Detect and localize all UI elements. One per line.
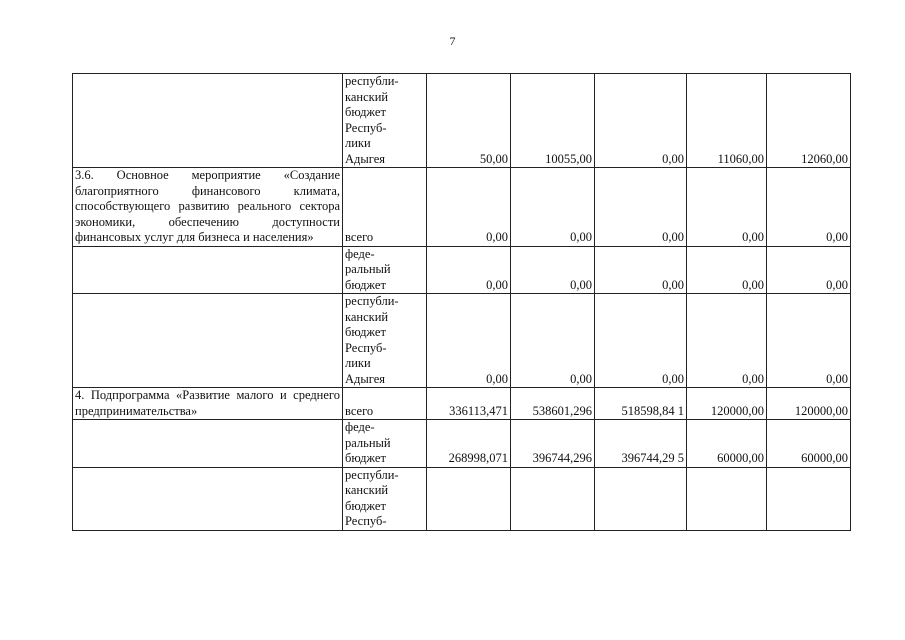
measure-name-cell bbox=[73, 246, 343, 294]
funding-source-cell: всего bbox=[343, 168, 427, 247]
value-cell: 120000,00 bbox=[767, 388, 851, 420]
value-cell: 518598,84 1 bbox=[595, 388, 687, 420]
value-cell: 0,00 bbox=[595, 246, 687, 294]
measure-name-cell bbox=[73, 420, 343, 468]
value-cell: 50,00 bbox=[427, 74, 511, 168]
value-cell: 60000,00 bbox=[687, 420, 767, 468]
funding-source-cell: феде- ральный бюджет bbox=[343, 420, 427, 468]
budget-table bbox=[72, 73, 851, 531]
funding-source-cell: феде- ральный бюджет bbox=[343, 246, 427, 294]
value-cell bbox=[767, 467, 851, 530]
value-cell bbox=[687, 467, 767, 530]
value-cell: 0,00 bbox=[767, 294, 851, 388]
value-cell: 396744,29 5 bbox=[595, 420, 687, 468]
measure-name-cell bbox=[73, 74, 343, 168]
value-cell: 0,00 bbox=[687, 246, 767, 294]
value-cell: 396744,296 bbox=[511, 420, 595, 468]
funding-source-cell: всего bbox=[343, 388, 427, 420]
value-cell: 60000,00 bbox=[767, 420, 851, 468]
table-row bbox=[73, 388, 851, 420]
value-cell: 11060,00 bbox=[687, 74, 767, 168]
value-cell bbox=[511, 467, 595, 530]
value-cell: 120000,00 bbox=[687, 388, 767, 420]
value-cell: 0,00 bbox=[767, 168, 851, 247]
table-row bbox=[73, 294, 851, 388]
measure-name-cell bbox=[73, 294, 343, 388]
table-row bbox=[73, 168, 851, 247]
value-cell bbox=[427, 467, 511, 530]
value-cell: 0,00 bbox=[511, 294, 595, 388]
page-number: 7 bbox=[449, 34, 456, 48]
value-cell: 0,00 bbox=[427, 294, 511, 388]
value-cell: 0,00 bbox=[595, 74, 687, 168]
table-row bbox=[73, 467, 851, 530]
value-cell: 268998,071 bbox=[427, 420, 511, 468]
value-cell: 0,00 bbox=[767, 246, 851, 294]
value-cell: 0,00 bbox=[687, 168, 767, 247]
value-cell: 12060,00 bbox=[767, 74, 851, 168]
value-cell: 0,00 bbox=[427, 168, 511, 247]
value-cell: 538601,296 bbox=[511, 388, 595, 420]
value-cell: 0,00 bbox=[511, 168, 595, 247]
table-row bbox=[73, 246, 851, 294]
measure-name-cell bbox=[73, 467, 343, 530]
value-cell: 0,00 bbox=[595, 294, 687, 388]
value-cell bbox=[595, 467, 687, 530]
table-row bbox=[73, 74, 851, 168]
value-cell: 0,00 bbox=[427, 246, 511, 294]
funding-source-cell: республи- канский бюджет Респуб- лики Адыгея bbox=[343, 74, 427, 168]
value-cell: 0,00 bbox=[595, 168, 687, 247]
table-row bbox=[73, 420, 851, 468]
funding-source-cell: республи- канский бюджет Респуб- bbox=[343, 467, 427, 530]
value-cell: 0,00 bbox=[511, 246, 595, 294]
value-cell: 10055,00 bbox=[511, 74, 595, 168]
value-cell: 0,00 bbox=[687, 294, 767, 388]
value-cell: 336113,471 bbox=[427, 388, 511, 420]
funding-source-cell: республи- канский бюджет Респуб- лики Адыгея bbox=[343, 294, 427, 388]
measure-name-cell: 4. Подпрограмма «Развитие малого и среднего предпринимательства» bbox=[73, 388, 343, 420]
measure-name-cell: 3.6. Основное мероприятие «Создание благоприятного финансового климата, способствующего развитию реального сектора экономики, обеспечению доступности финансовых услуг для бизнеса и населения» bbox=[73, 168, 343, 247]
